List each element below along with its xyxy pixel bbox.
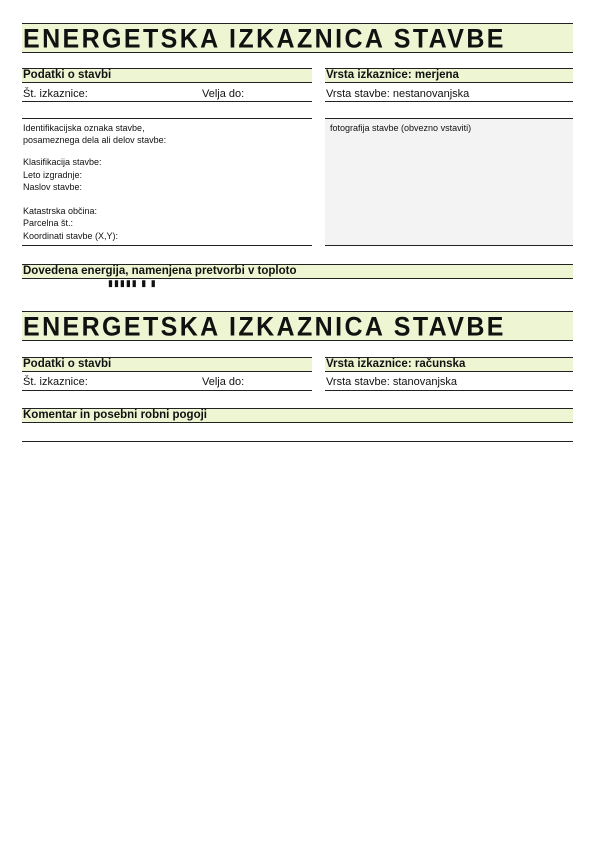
card-1-building-type: Vrsta stavbe: nestanovanjska [326, 88, 470, 100]
card-1-photo-label: fotografija stavbe (obvezno vstaviti) [330, 123, 472, 133]
card-2-comment-bottom-line [22, 441, 573, 442]
card-1-classification-label: Klasifikacija stavbe: [23, 157, 102, 167]
card-1-card-number-label: Št. izkaznice: [23, 88, 88, 100]
card-1-id-label-line1: Identifikacijska oznaka stavbe, [23, 123, 145, 133]
card-1-coordinates-label: Koordinati stavbe (X,Y): [23, 231, 119, 241]
card-2-valid-until-label: Velja do: [202, 376, 245, 388]
card-2-title: ENERGETSKA IZKAZNICA STAVBE [23, 311, 506, 343]
card-1-id-label-line2: posameznega dela ali delov stavbe: [23, 135, 167, 145]
card-1-cadastral-label: Katastrska občina: [23, 206, 98, 216]
card-2-card-type-header [325, 357, 573, 372]
card-1-address-label: Naslov stavbe: [23, 182, 83, 192]
card-1-clipped-content: ▮▮▮▮▮ ▮ ▮ [108, 278, 157, 288]
card-2-comment-header [22, 408, 573, 423]
card-2-building-type-line [325, 390, 573, 391]
card-1-building-type-line [325, 101, 573, 102]
card-1-energy-header [22, 264, 573, 279]
card-1-year-label: Leto izgradnje: [23, 170, 83, 180]
card-1-title-band [22, 23, 573, 53]
card-2-title-band [22, 311, 573, 341]
card-2-card-number-label: Št. izkaznice: [23, 376, 88, 388]
card-1-title: ENERGETSKA IZKAZNICA STAVBE [23, 23, 506, 55]
card-1-parcel-label: Parcelna št.: [23, 218, 74, 228]
card-1-card-type-header [325, 68, 573, 83]
card-1-energy-header-label: Dovedena energija, namenjena pretvorbi v toploto [23, 265, 297, 277]
card-2-building-data-header-label: Podatki o stavbi [23, 358, 112, 370]
card-2-building-type: Vrsta stavbe: stanovanjska [326, 376, 458, 388]
card-1-building-data-header-label: Podatki o stavbi [23, 69, 112, 81]
card-1-building-data-header [22, 68, 312, 83]
card-1-card-number-line [22, 101, 312, 102]
card-1-details-bottom-line [22, 245, 312, 246]
card-1-photo-box [325, 118, 573, 246]
card-2-card-type-header-label: Vrsta izkaznice: računska [326, 358, 466, 370]
card-1-details-top-line [22, 118, 312, 119]
card-2-building-data-header [22, 357, 312, 372]
card-1-card-type-header-label: Vrsta izkaznice: merjena [326, 69, 459, 81]
card-2-card-number-line [22, 390, 312, 391]
card-2-comment-header-label: Komentar in posebni robni pogoji [23, 409, 207, 421]
card-1-valid-until-label: Velja do: [202, 88, 245, 100]
